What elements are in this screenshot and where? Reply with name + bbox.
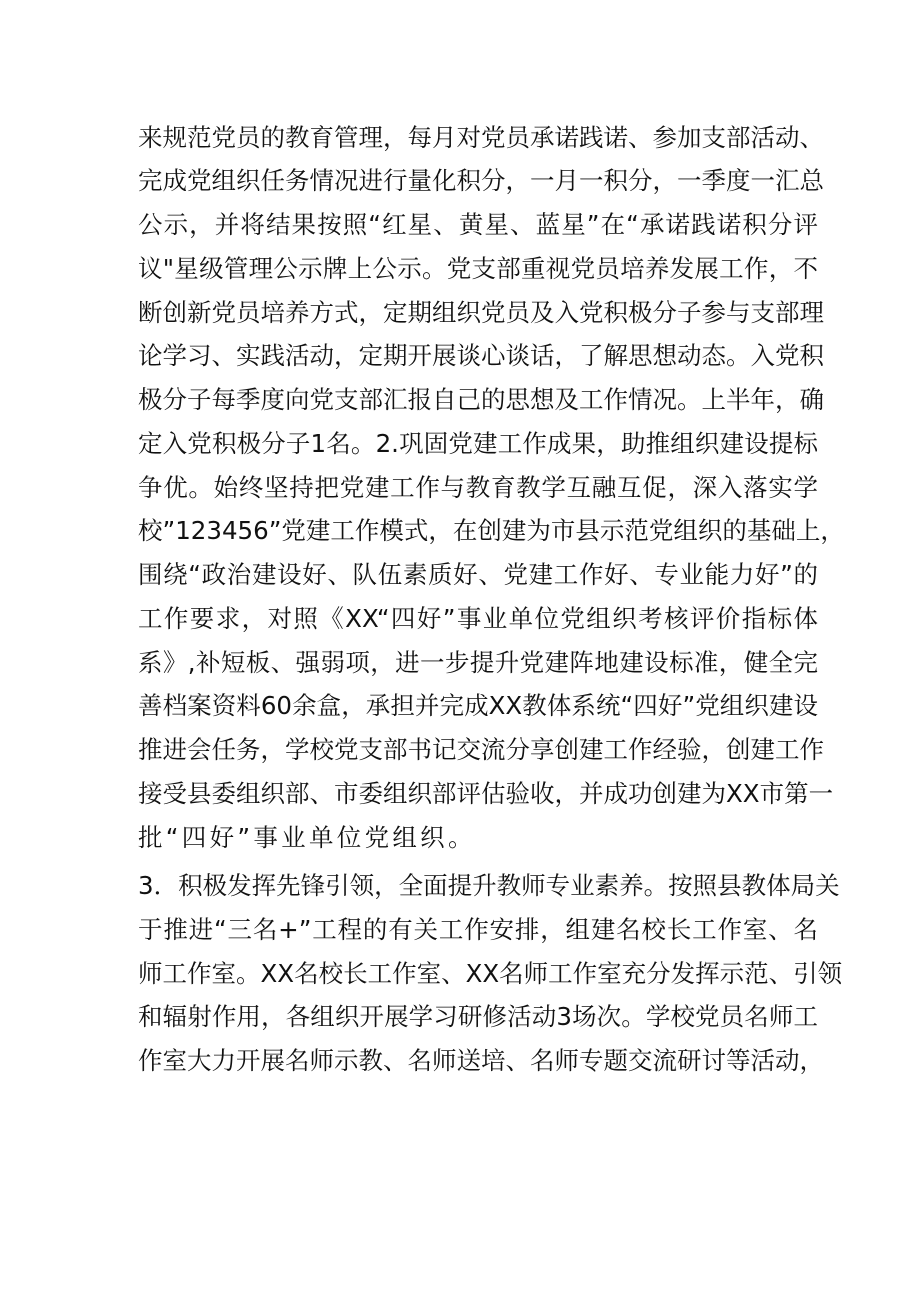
text-line: 3．积极发挥先锋引领，全面提升教师专业素养。按照县教体局关 [138,871,840,900]
text-line: 来规范党员的教育管理，每月对党员承诺践诺、参加支部活动、 [138,123,824,152]
text-line: 工作要求，对照《XX“四好”事业单位党组织考核评价指标体 [138,604,818,633]
text-line: 系》,补短板、强弱项，进一步提升党建阵地建设标准，健全完 [138,648,818,677]
text-line: 批“四好”事业单位党组织。 [138,823,476,852]
text-line: 接受县委组织部、市委组织部评估验收，并成功创建为XX市第一 [138,779,834,808]
text-line: 作室大力开展名师示教、名师送培、名师专题交流研讨等活动， [138,1046,824,1075]
text-line: 极分子每季度向党支部汇报自己的思想及工作情况。上半年，确 [138,385,824,414]
text-line: 推进会任务，学校党支部书记交流分享创建工作经验，创建工作 [138,735,824,764]
text-line: 论学习、实践活动，定期开展谈心谈话，了解思想动态。入党积 [138,341,824,370]
text-line: 和辐射作用，各组织开展学习研修活动3场次。学校党员名师工 [138,1002,818,1031]
text-line: 断创新党员培养方式，定期组织党员及入党积极分子参与支部理 [138,298,824,327]
text-line: 争优。始终坚持把党建工作与教育教学互融互促，深入落实学 [138,473,818,502]
text-line: 校”123456”党建工作模式，在创建为市县示范党组织的基础上， [138,516,845,545]
text-line: 善档案资料60余盒，承担并完成XX教体系统“四好”党组织建设 [138,691,818,720]
text-line: 公示，并将结果按照“红星、黄星、蓝星”在“承诺践诺积分评 [138,210,818,239]
text-line: 于推进“三名+”工程的有关工作安排，组建名校长工作室、名 [138,915,818,944]
text-line: 议"星级管理公示牌上公示。党支部重视党员培养发展工作，不 [138,254,818,283]
text-line: 完成党组织任务情况进行量化积分，一月一积分，一季度一汇总 [138,166,824,195]
text-line: 围绕“政治建设好、队伍素质好、党建工作好、专业能力好”的 [138,560,818,589]
text-line: 师工作室。XX名校长工作室、XX名师工作室充分发挥示范、引领 [138,959,843,988]
text-line: 定入党积极分子1名。2.巩固党建工作成果，助推组织建设提标 [138,429,818,458]
